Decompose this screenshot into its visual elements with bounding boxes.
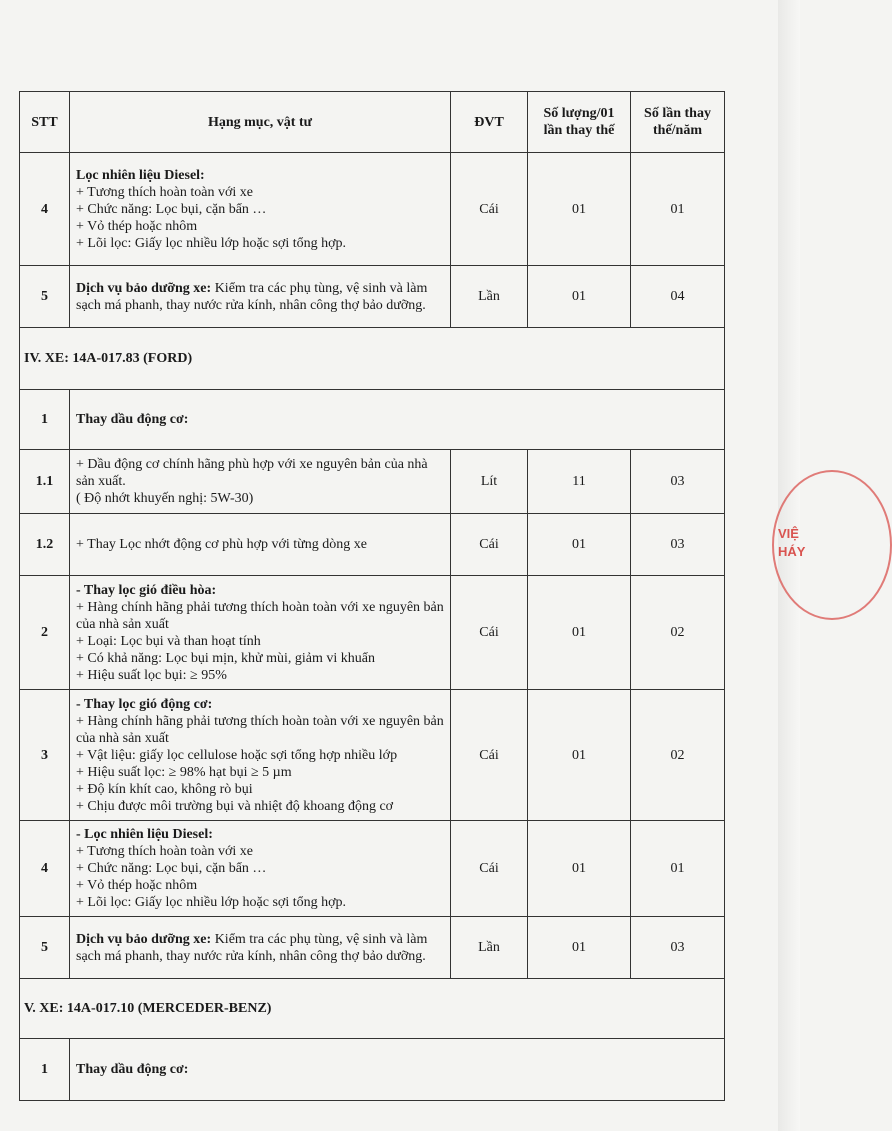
row-unit: Lần — [451, 917, 528, 979]
row-qty: 01 — [528, 690, 631, 821]
table-row — [20, 917, 725, 979]
row-stt: 1 — [20, 1039, 70, 1101]
row-stt: 2 — [20, 576, 70, 690]
row-qty: 01 — [528, 153, 631, 266]
row-line: + Vật liệu: giấy lọc cellulose hoặc sợi tổng hợp nhiều lớp — [76, 747, 398, 763]
header-item: Hạng mục, vật tư — [70, 92, 451, 153]
red-stamp-partial — [772, 470, 832, 620]
row-text: Kiểm tra các phụ tùng, vệ sinh và làm sạch má phanh, thay nước rửa kính, nhân công thợ bảo dưỡng. — [76, 280, 428, 313]
row-times: 03 — [631, 450, 725, 514]
row-title: - Thay lọc gió điều hòa: — [76, 582, 217, 598]
row-desc — [70, 821, 451, 917]
row-line: + Chức năng: Lọc bụi, cặn bẩn … — [76, 861, 267, 876]
row-stt: 4 — [20, 821, 70, 917]
table-row — [20, 821, 725, 917]
row-line: + Loại: Lọc bụi và than hoạt tính — [76, 633, 261, 649]
row-line: + Vỏ thép hoặc nhôm — [76, 218, 198, 234]
table-row — [20, 450, 725, 514]
row-desc — [70, 576, 451, 690]
row-times: 01 — [631, 153, 725, 266]
section-title: V. XE: 14A-017.10 (MERCEDER-BENZ) — [20, 979, 725, 1039]
maintenance-table — [19, 91, 725, 1101]
row-stt: 1.1 — [20, 450, 70, 514]
row-desc — [70, 450, 451, 514]
row-unit: Cái — [451, 514, 528, 576]
row-stt: 5 — [20, 266, 70, 328]
row-stt: 1 — [20, 390, 70, 450]
section-row — [20, 328, 725, 390]
row-title: Thay dầu động cơ: — [70, 390, 725, 450]
row-line: + Có khả năng: Lọc bụi mịn, khử mùi, giảm vi khuẩn — [76, 650, 375, 666]
row-times: 02 — [631, 576, 725, 690]
row-unit: Cái — [451, 576, 528, 690]
row-title: - Lọc nhiên liệu Diesel: — [76, 827, 213, 842]
row-desc — [70, 690, 451, 821]
row-unit: Cái — [451, 690, 528, 821]
table-row — [20, 390, 725, 450]
row-times: 03 — [631, 917, 725, 979]
row-line: + Dầu động cơ chính hãng phù hợp với xe nguyên bản của nhà sản xuất. — [76, 457, 428, 489]
row-times: 01 — [631, 821, 725, 917]
row-line: + Tương thích hoàn toàn với xe — [76, 184, 254, 200]
row-qty: 01 — [528, 514, 631, 576]
row-text: Kiểm tra các phụ tùng, vệ sinh và làm sạch má phanh, thay nước rửa kính, nhân công thợ bảo dưỡng. — [76, 931, 428, 964]
row-unit: Lần — [451, 266, 528, 328]
table-row — [20, 690, 725, 821]
stamp-text-2: HÁY — [778, 544, 806, 559]
row-desc — [70, 266, 451, 328]
table-row — [20, 1039, 725, 1101]
header-times: Số lần thay thế/năm — [631, 92, 725, 153]
row-stt: 5 — [20, 917, 70, 979]
row-title: Lọc nhiên liệu Diesel: — [76, 167, 205, 183]
section-title: IV. XE: 14A-017.83 (FORD) — [20, 328, 725, 390]
row-line: + Chức năng: Lọc bụi, cặn bẩn … — [76, 201, 267, 217]
table-header-row — [20, 92, 725, 153]
row-qty: 01 — [528, 821, 631, 917]
row-line: ( Độ nhớt khuyến nghị: 5W-30) — [76, 491, 254, 506]
row-title: - Thay lọc gió động cơ: — [76, 696, 213, 712]
row-line: + Chịu được môi trường bụi và nhiệt độ khoang động cơ — [76, 798, 394, 814]
row-qty: 01 — [528, 917, 631, 979]
row-line: + Hàng chính hãng phải tương thích hoàn toàn với xe nguyên bản của nhà sản xuất — [76, 713, 444, 746]
row-title: Dịch vụ bảo dưỡng xe: — [76, 280, 212, 296]
row-qty: 01 — [528, 576, 631, 690]
header-unit: ĐVT — [451, 92, 528, 153]
row-line: + Hàng chính hãng phải tương thích hoàn toàn với xe nguyên bản của nhà sản xuất — [76, 599, 444, 632]
header-qty: Số lượng/01 lần thay thế — [528, 92, 631, 153]
row-line: + Độ kín khít cao, không rò bụi — [76, 781, 253, 797]
row-line: + Lõi lọc: Giấy lọc nhiều lớp hoặc sợi tổng hợp. — [76, 235, 347, 251]
row-unit: Lít — [451, 450, 528, 514]
stamp-text-1: VIỆ — [778, 526, 799, 541]
row-desc — [70, 917, 451, 979]
row-times: 02 — [631, 690, 725, 821]
row-title: Dịch vụ bảo dưỡng xe: — [76, 931, 212, 947]
header-stt: STT — [20, 92, 70, 153]
row-qty: 01 — [528, 266, 631, 328]
row-times: 03 — [631, 514, 725, 576]
row-unit: Cái — [451, 821, 528, 917]
table-row — [20, 576, 725, 690]
row-line: + Lõi lọc: Giấy lọc nhiều lớp hoặc sợi tổng hợp. — [76, 895, 347, 910]
table-row — [20, 153, 725, 266]
row-stt: 4 — [20, 153, 70, 266]
table-row — [20, 514, 725, 576]
row-line: + Tương thích hoàn toàn với xe — [76, 844, 254, 859]
row-stt: 3 — [20, 690, 70, 821]
row-qty: 11 — [528, 450, 631, 514]
row-text: + Thay Lọc nhớt động cơ phù hợp với từng dòng xe — [70, 514, 451, 576]
row-line: + Hiệu suất lọc: ≥ 98% hạt bụi ≥ 5 µm — [76, 764, 292, 780]
section-row — [20, 979, 725, 1039]
table-row — [20, 266, 725, 328]
row-desc — [70, 153, 451, 266]
row-title: Thay dầu động cơ: — [70, 1039, 725, 1101]
row-times: 04 — [631, 266, 725, 328]
row-line: + Hiệu suất lọc bụi: ≥ 95% — [76, 667, 227, 683]
row-line: + Vỏ thép hoặc nhôm — [76, 878, 198, 893]
row-stt: 1.2 — [20, 514, 70, 576]
row-unit: Cái — [451, 153, 528, 266]
